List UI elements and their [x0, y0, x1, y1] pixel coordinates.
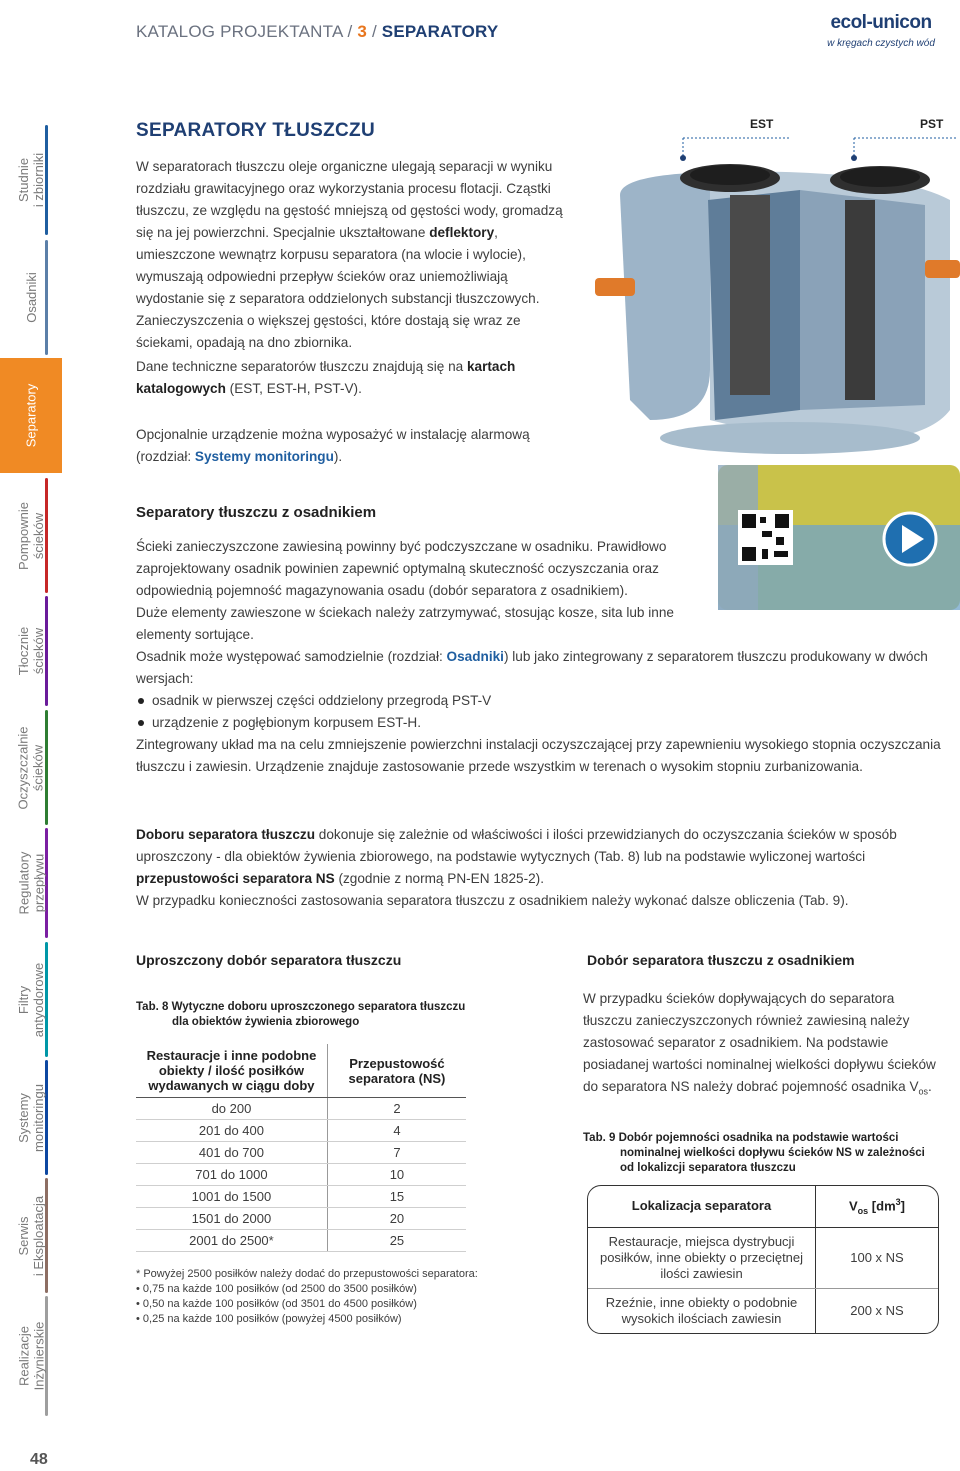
section-name: SEPARATORY [381, 22, 499, 41]
table-row: Rzeźnie, inne obiekty o podobnie wysokich ilościach zawiesin 200 x NS [588, 1288, 938, 1333]
company-logo [815, 12, 947, 49]
table-row: Restauracje, miejsca dystrybucji posiłków, inne obiekty o przeciętnej ilości zawiesin 100 x NS [588, 1227, 938, 1288]
logo-tagline: w kręgach czystych wód [827, 38, 935, 49]
selection-paragraph: Doboru separatora tłuszczu dokonuje się zależnie od właściwości i ilości przewidzianych do oczyszczania ścieków w sposób uproszczony - dla obiektów żywienia zbiorowego, na podstawie wytycznych (Tab. 8) lub na podstawie wyliczonej wartości przepustowości separatora NS (zgodnie z normą PN-EN 1825-2). W przypadku konieczności zastosowania separatora tłuszczu z osadnikiem należy wykonać dalsze obliczenia (Tab. 9). [136, 827, 897, 908]
right-column-title: Dobór separatora tłuszczu z osadnikiem [587, 952, 855, 968]
table-header: Restauracje i inne podobne obiekty / ilość posiłków wydawanych w ciągu doby [136, 1044, 327, 1098]
sidebar-item-pompownie[interactable]: Pompownie ścieków [0, 478, 62, 593]
sidebar-item-serwis[interactable]: Serwis i Eksploatacja [0, 1178, 62, 1293]
table-9-caption: Tab. 9 Dobór pojemności osadnika na podstawie wartości nominalnej wielkości dopływu ścieków NS w zależności od lokalizcji separatora tłuszczu [583, 1132, 925, 1174]
table-row: 401 do 700 7 [136, 1142, 466, 1164]
sidebar-item-filtry[interactable]: Filtry antyodorowe [0, 942, 62, 1057]
link-osadniki[interactable]: Osadniki [446, 649, 504, 664]
page-number: 48 [30, 1451, 48, 1468]
separator-cutaway-illustration [590, 117, 960, 460]
sidebar-item-studnie[interactable]: Studnie i zbiorniki [0, 125, 62, 235]
table-8-caption: Tab. 8 Wytyczne doboru uproszczonego separatora tłuszczu dla obiektów żywienia zbiorowego [136, 1001, 466, 1028]
section-title-osadnik: Separatory tłuszczu z osadnikiem [136, 504, 377, 521]
alarm-paragraph: Opcjonalnie urządzenie można wyposażyć w instalację alarmową (rozdział: Systemy monitoringu). [136, 427, 530, 464]
left-column-title: Uproszczony dobór separatora tłuszczu [136, 952, 402, 968]
list-item: osadnik w pierwszej części oddzielony przegrodą PST-V [136, 690, 946, 712]
osadnik-description: Ścieki zanieczyszczone zawiesiną powinny być podczyszczane w osadniku. Prawidłowo zaprojektowany osadnik powinien zapewnić optymalną skuteczność oczyszczania oraz odpowiednią pojemność magazynowania osadu (dobór separatora z osadnikiem). Duże elementy zawieszone w ściekach należy zatrzymywać, stosując kosze, sita lub inne elementy sortujące. Osadnik może występować samodzielnie (rozdział: Osadniki) lub jako zintegrowany z separatorem tłuszczu produkowany w dwóch wersjach: osadnik w pierwszej części oddzielony przegrodą PST-V urządzenie z pogłębionym korpusem EST-H. Zintegrowany układ ma na celu zmniejszenie powierzchni instalacji oczyszczającej przy zapewnieniu wysokiego stopnia oczyszczania tłuszczu i zawiesin. Urządzenie znajduje zastosowanie przede wszystkim w terenach o wysokim stopniu zurbanizowania. [136, 536, 946, 778]
chapter-number: 3 [357, 22, 368, 41]
page-title: SEPARATORY TŁUSZCZU [136, 120, 375, 141]
link-systemy-monitoringu[interactable]: Systemy monitoringu [194, 449, 334, 464]
sidebar-item-tlocznie[interactable]: Tłocznie ścieków [0, 596, 62, 706]
sidebar-item-oczyszczalnie[interactable]: Oczyszczalnie ścieków [0, 710, 62, 825]
table-row: 1001 do 1500 15 [136, 1186, 466, 1208]
label-pst: PST [920, 117, 944, 131]
table-row: 201 do 400 4 [136, 1120, 466, 1142]
table-header: $V_{os}$ $[dm^3]$ [816, 1186, 939, 1227]
logo-brand: ecol-unicon [830, 12, 932, 33]
right-column-paragraph: W przypadku ścieków dopływających do separatora tłuszczu zanieczyszczonych również zawiesiną należy zastosować separator z osadnikiem. Na podstawie posiadanej wartości nominalnej wielkości dopływu ścieków do separatora NS należy dobrać pojemność osadnika $V_{os}$. [583, 991, 936, 1097]
table-row: do 200 2 [136, 1098, 466, 1120]
separator-drawing [590, 120, 960, 460]
table-8-footnote: * Powyżej 2500 posiłków należy dodać do przepustowości separatora: • 0,75 na każde 100 posiłków (od 2500 do 3500 posiłków) • 0,50 na każde 100 posiłków (od 3501 do 4500 posiłków) • 0,25 na każde 100 posiłków (powyżej 4500 posiłków) [136, 1268, 478, 1325]
breadcrumb: KATALOG PROJEKTANTA / 3 / SEPARATORY [136, 22, 499, 41]
table-header: Lokalizacja separatora [588, 1186, 816, 1227]
sidebar-item-regulatory[interactable]: Regulatory przepływu [0, 828, 62, 938]
table-header: Przepustowość separatora (NS) [327, 1044, 466, 1098]
table-row: 2001 do 2500* 25 [136, 1230, 466, 1252]
table-8 [136, 1044, 466, 1252]
sidebar-item-osadniki[interactable]: Osadniki [0, 240, 62, 355]
table-row: 1501 do 2000 20 [136, 1208, 466, 1230]
label-est: EST [750, 117, 774, 131]
versions-list [136, 690, 946, 734]
intro-paragraph: W separatorach tłuszczu oleje organiczne ulegają separacji w wyniku rozdziału grawitacyjnego oraz wykorzystania procesu flotacji. Cząstki tłuszczu, ze względu na gęstość mniejszą od gęstości wody, gromadzą się na jej powierzchni. Specjalnie ukształtowane deflektory, umieszczone wewnątrz korpusu separatora (na wlocie i wylocie), wymuszają odpowiedni przepływ ścieków oraz uniemożliwiają wydostanie się z separatora oddzielonych substancji tłuszczowych. Zanieczyszczenia o większej gęstości, które dostają się wraz ze ściekami, opadają na dno zbiornika. [136, 159, 563, 350]
sidebar-item-systemy[interactable]: Systemy monitoringu [0, 1060, 62, 1175]
table-9 [587, 1185, 939, 1334]
sidebar-item-realizacje[interactable]: Realizacje Inżynierskie [0, 1296, 62, 1416]
sidebar-item-separatory[interactable]: Separatory [0, 358, 62, 473]
table-row: 701 do 1000 10 [136, 1164, 466, 1186]
catalog-cards-paragraph: Dane techniczne separatorów tłuszczu znajdują się na kartach katalogowych (EST, EST-H, PST-V). [136, 359, 516, 396]
list-item: urządzenie z pogłębionym korpusem EST-H. [136, 712, 946, 734]
